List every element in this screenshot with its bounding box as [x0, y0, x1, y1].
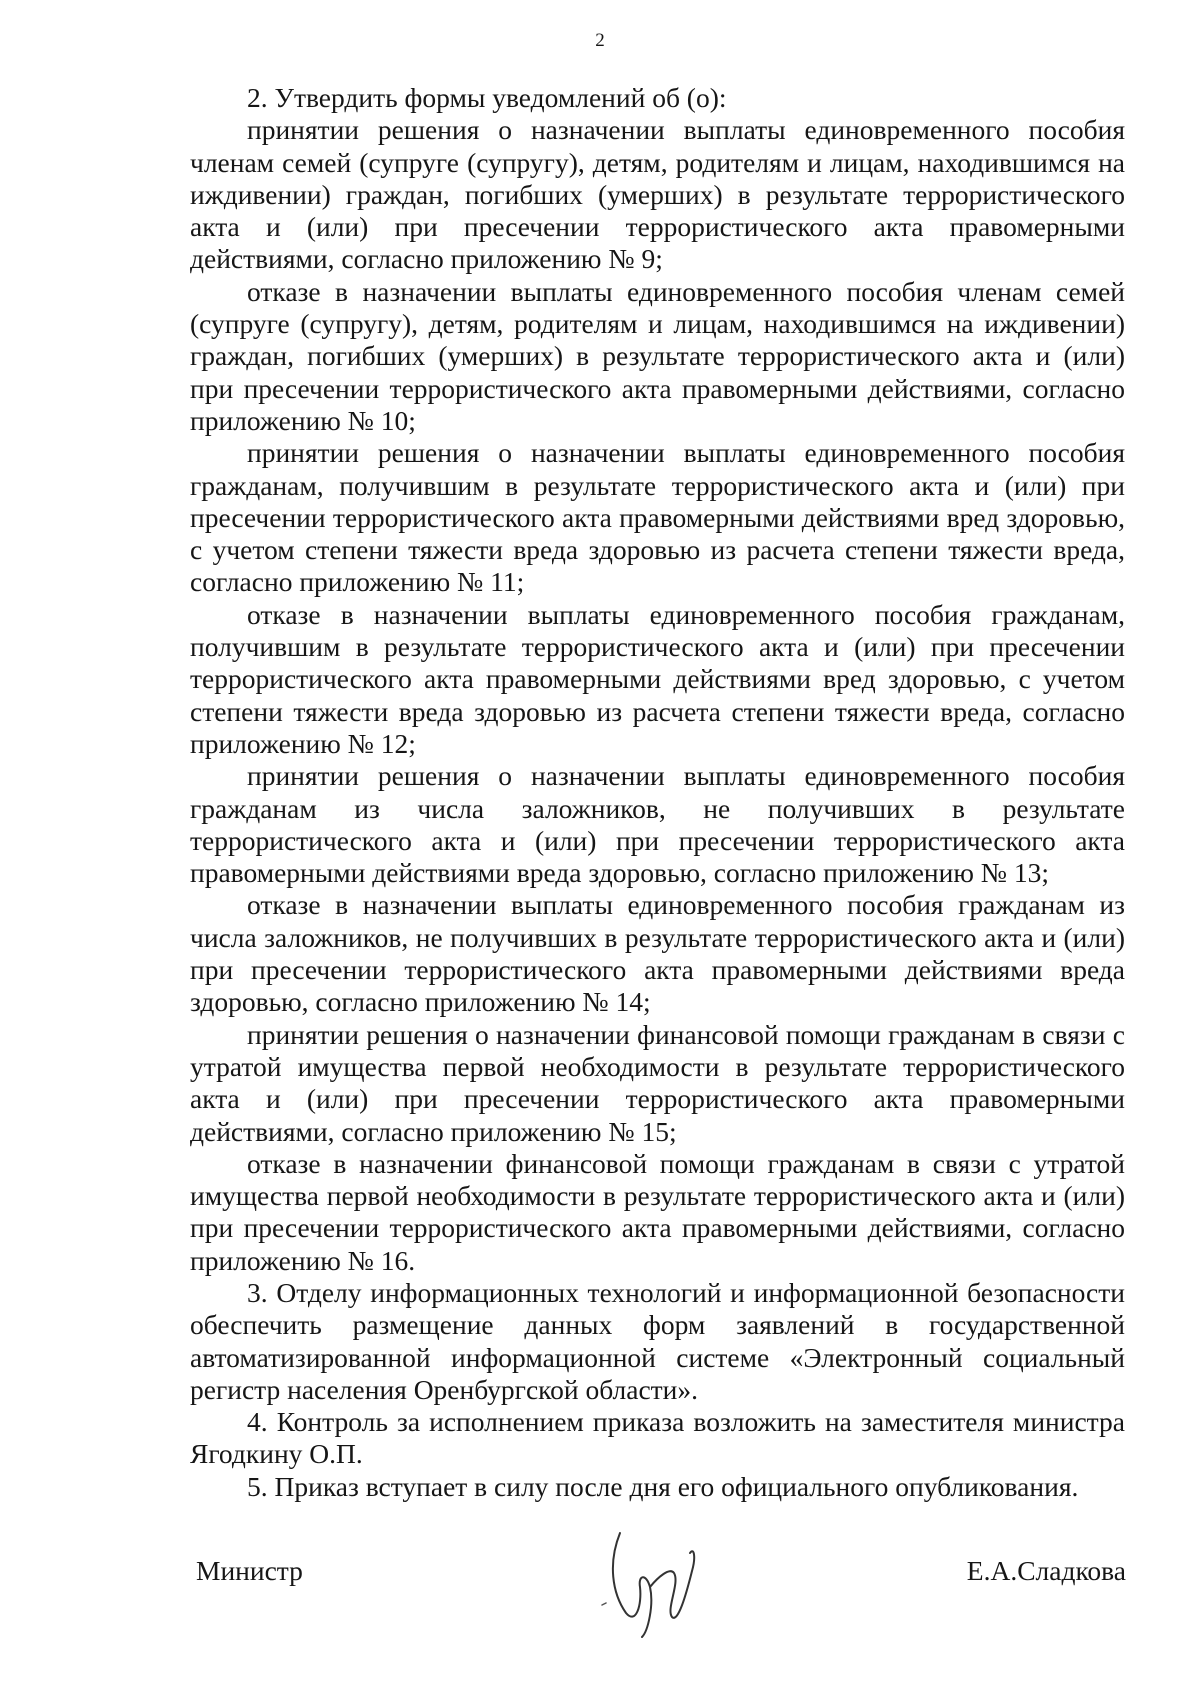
- paragraph-item-3: 3. Отделу информационных технологий и информационной безопасности обеспечить размещение данных форм заявлений в государственной автоматизированной информационной системе «Электронный социальный регистр населения Оренбургской области».: [190, 1276, 1125, 1405]
- paragraph-item-2-heading: 2. Утвердить формы уведомлений об (о):: [247, 82, 727, 113]
- signatory-position: Министр: [196, 1555, 303, 1586]
- signature-block: [0, 1555, 1200, 1675]
- paragraph-item-4: 4. Контроль за исполнением приказа возложить на заместителя министра Ягодкину О.П.: [190, 1406, 1125, 1470]
- paragraph-notice-appendix-12: отказе в назначении выплаты единовременного пособия гражданам, получившим в результате террористического акта и (или) при пресечении террористического акта правомерными действиями вред здоровью, с учетом степени тяжести вреда здоровью из расчета степени тяжести вреда, согласно приложению № 12;: [190, 598, 1125, 759]
- paragraph-item-5: 5. Приказ вступает в силу после дня его официального опубликования.: [247, 1470, 1079, 1502]
- paragraph-notice-appendix-16: отказе в назначении финансовой помощи гражданам в связи с утратой имущества первой необходимости в результате террористического акта и (или) при пресечении террористического акта правомерными действиями, согласно приложению № 16.: [190, 1147, 1125, 1276]
- paragraph-notice-appendix-14: отказе в назначении выплаты единовременного пособия гражданам из числа заложников, не получивших в результате террористического акта и (или) при пресечении террористического акта правомерными действиями вреда здоровью, согласно приложению № 14;: [190, 889, 1125, 1018]
- paragraph-notice-appendix-10: отказе в назначении выплаты единовременного пособия членам семей (супруге (супругу), детям, родителям и лицам, находившимся на иждивении) граждан, погибших (умерших) в результате террористического акта и (или) при пресечении террористического акта правомерными действиями, согласно приложению № 10;: [190, 275, 1125, 436]
- page-number: 2: [595, 30, 605, 51]
- paragraph-notice-appendix-15: принятии решения о назначении финансовой помощи гражданам в связи с утратой имущества первой необходимости в результате террористического акта и (или) при пресечении террористического акта правомерными действиями, согласно приложению № 15;: [190, 1018, 1125, 1147]
- paragraph-notice-appendix-9: принятии решения о назначении выплаты единовременного пособия членам семей (супруге (супругу), детям, родителям и лицам, находившимся на иждивении) граждан, погибших (умерших) в результате террористического акта и (или) при пресечении террористического акта правомерными действиями, согласно приложению № 9;: [190, 114, 1125, 275]
- document-body: [190, 82, 1125, 1503]
- paragraph-notice-appendix-13: принятии решения о назначении выплаты единовременного пособия гражданам из числа заложников, не получивших в результате террористического акта и (или) при пресечении террористического акта правомерными действиями вреда здоровью, согласно приложению № 13;: [190, 760, 1125, 889]
- paragraph-notice-appendix-11: принятии решения о назначении выплаты единовременного пособия гражданам, получившим в результате террористического акта и (или) при пресечении террористического акта правомерными действиями вред здоровью, с учетом степени тяжести вреда здоровью из расчета степени тяжести вреда, согласно приложению № 11;: [190, 437, 1125, 598]
- handwritten-signature: [590, 1513, 700, 1643]
- signatory-name: Е.А.Сладкова: [966, 1555, 1126, 1586]
